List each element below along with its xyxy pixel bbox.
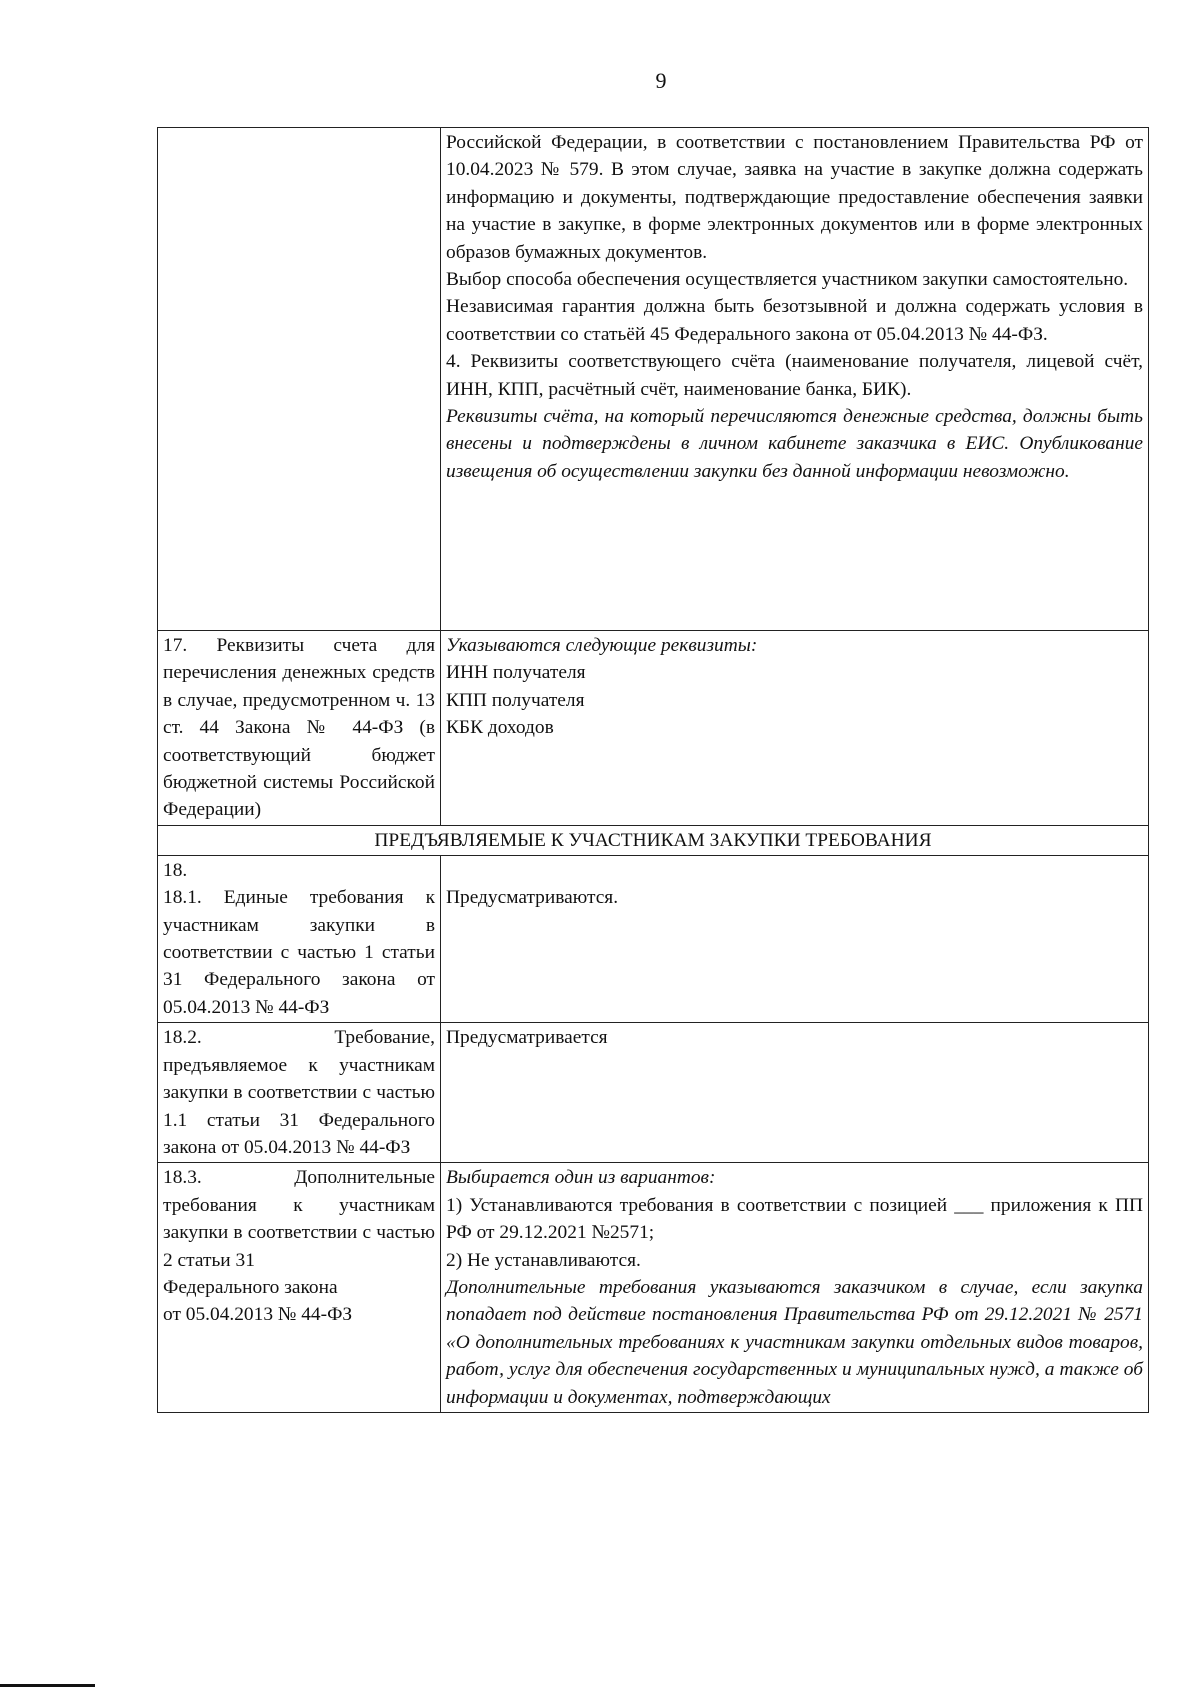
row18-3-value-cell — [441, 1163, 1149, 1413]
row17-intro: Указываются следующие реквизиты: — [446, 635, 758, 656]
row17-label: 17. Реквизиты счета для перечисления денежных средств в случае, предусмотренном ч. 13 ст. 44 Закона № 44-ФЗ (в соответствующий бюджет бюджетной системы Российской Федерации) — [158, 631, 441, 826]
section-header: ПРЕДЪЯВЛЯЕМЫЕ К УЧАСТНИКАМ ЗАКУПКИ ТРЕБОВАНИЯ — [158, 825, 1149, 855]
row18-1-value: Предусматриваются. — [446, 886, 619, 908]
requirements-table — [157, 127, 1149, 1413]
paragraph-guarantee-decree: Российской Федерации, в соответствии с постановлением Правительства РФ от 10.04.2023 № 579. В этом случае, заявка на участие в закупке должна содержать информацию и документы, подтверждающие предоставление обеспечения заявки на участие в закупке, в форме электронных документов или в форме электронных образов бумажных документов. — [446, 132, 1143, 263]
row17-item-inn: ИНН получателя — [446, 662, 586, 684]
row18-2-value: Предусматривается — [441, 1023, 1149, 1163]
row18-number: 18. — [163, 859, 188, 881]
row18-1-label-cell — [158, 855, 441, 1022]
row18-1-label: 18.1. Единые требования к участникам закупки в соответствии с частью 1 статьи 31 Федерального закона от 05.04.2013 № 44-ФЗ — [163, 887, 435, 1018]
paragraph-independent-guarantee: Независимая гарантия должна быть безотзывной и должна содержать условия в соответствии со статьёй 45 Федерального закона от 05.04.2013 № 44-ФЗ. — [446, 296, 1143, 345]
table-row-continuation — [158, 128, 1149, 631]
paragraph-account-details: 4. Реквизиты соответствующего счёта (наименование получателя, лицевой счёт, ИНН, КПП, расчётный счёт, наименование банка, БИК). — [446, 351, 1143, 400]
continuation-cell — [441, 128, 1149, 631]
table-row-18-3 — [158, 1163, 1149, 1413]
row18-3-label-law: Федерального закона — [163, 1276, 338, 1298]
row18-1-value-cell — [441, 855, 1149, 1022]
row17-item-kpp: КПП получателя — [446, 689, 585, 711]
page-number: 9 — [655, 68, 667, 93]
italic-note-account: Реквизиты счёта, на который перечисляются денежные средства, должны быть внесены и подтверждены в личном кабинете заказчика в ЕИС. Опубликование извещения об осуществлении закупки без данной информации невозможно. — [446, 406, 1143, 482]
row17-item-kbk: КБК доходов — [446, 717, 554, 739]
table-row-18-1 — [158, 855, 1149, 1022]
row18-3-label-main: 18.3. Дополнительные требования к участникам закупки в соответствии с частью 2 статьи 31 — [163, 1167, 435, 1271]
row18-3-italic-note: Дополнительные требования указываются заказчиком в случае, если закупка попадает под действие постановления Правительства РФ от 29.12.2021 № 2571 «О дополнительных требованиях к участникам закупки отдельных видов товаров, работ, услуг для обеспечения государственных и муниципальных нужд, а также об информации и документах, подтверждающих — [446, 1276, 1143, 1408]
paragraph-choice-method: Выбор способа обеспечения осуществляется участником закупки самостоятельно. — [446, 269, 1129, 291]
section-header-row — [158, 825, 1149, 855]
table-row-17 — [158, 631, 1149, 826]
table-row-18-2 — [158, 1023, 1149, 1163]
row18-3-option-2: 2) Не устанавливаются. — [446, 1249, 641, 1271]
row17-value — [441, 631, 1149, 826]
row18-3-label-cell — [158, 1163, 441, 1413]
row18-3-label-date: от 05.04.2013 № 44-ФЗ — [163, 1304, 353, 1326]
row18-3-intro: Выбирается один из вариантов: — [446, 1167, 716, 1189]
row18-3-option-1: 1) Устанавливаются требования в соответствии с позицией ___ приложения к ПП РФ от 29.12.2021 №2571; — [446, 1194, 1143, 1244]
empty-label-cell — [158, 128, 441, 631]
page-edge-mark — [0, 1684, 95, 1687]
row18-2-label: 18.2. Требование, предъявляемое к участникам закупки в соответствии с частью 1.1 статьи 31 Федерального закона от 05.04.2013 № 44-ФЗ — [158, 1023, 441, 1163]
